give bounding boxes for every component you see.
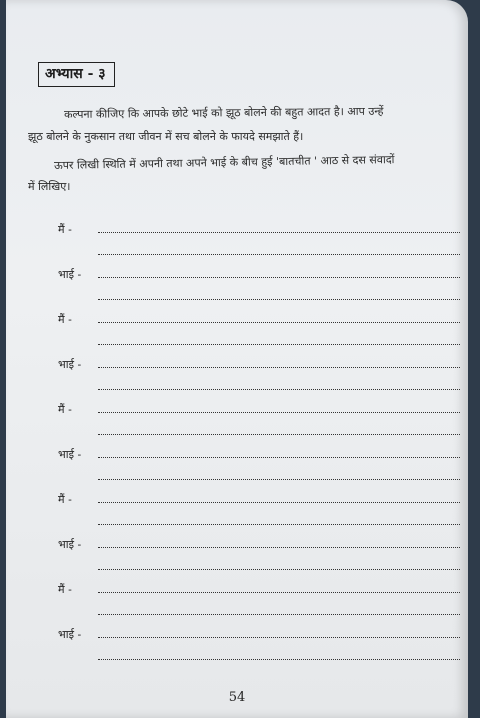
speaker-label: मैं -	[58, 583, 72, 596]
answer-line[interactable]	[98, 479, 460, 480]
speaker-label: भाई -	[58, 268, 82, 281]
answer-line[interactable]	[98, 637, 460, 638]
exercise-title: अभ्यास - ३	[38, 62, 115, 87]
speaker-label: मैं -	[58, 313, 72, 326]
answer-line[interactable]	[98, 614, 460, 615]
speaker-label: भाई -	[58, 628, 82, 641]
dialogue-row	[6, 447, 468, 483]
dialogue-row	[6, 402, 468, 438]
dialogue-row	[6, 582, 468, 618]
answer-line[interactable]	[98, 232, 460, 233]
speaker-label: मैं -	[58, 403, 72, 416]
speaker-label: भाई -	[58, 448, 82, 461]
answer-line[interactable]	[98, 254, 460, 255]
answer-line[interactable]	[98, 502, 460, 503]
speaker-label: भाई -	[58, 358, 82, 371]
answer-line[interactable]	[98, 524, 460, 525]
dialogue-row	[6, 357, 468, 393]
instruction-line-2: में लिखिए।	[28, 180, 71, 193]
worksheet-page	[6, 0, 468, 718]
scenario-line-2: झूठ बोलने के नुकसान तथा जीवन में सच बोलने के फायदे समझाते हैं।	[28, 130, 304, 143]
speaker-label: भाई -	[58, 538, 82, 551]
answer-line[interactable]	[98, 434, 460, 435]
answer-line[interactable]	[98, 367, 460, 368]
dialogue-row	[6, 627, 468, 663]
answer-line[interactable]	[98, 457, 460, 458]
dialogue-row	[6, 222, 468, 258]
dialogue-row	[6, 312, 468, 348]
instruction-line-1: ऊपर लिखी स्थिति में अपनी तथा अपने भाई के बीच हुई 'बातचीत ' आठ से दस संवादों	[54, 153, 395, 172]
answer-line[interactable]	[98, 344, 460, 345]
answer-line[interactable]	[98, 389, 460, 390]
answer-line[interactable]	[98, 569, 460, 570]
dialogue-row	[6, 537, 468, 573]
answer-line[interactable]	[98, 277, 460, 278]
dialogue-row	[6, 492, 468, 528]
page-number: 54	[228, 690, 246, 705]
answer-line[interactable]	[98, 322, 460, 323]
answer-line[interactable]	[98, 299, 460, 300]
dialogue-row	[6, 267, 468, 303]
answer-line[interactable]	[98, 659, 460, 660]
speaker-label: मैं -	[58, 493, 72, 506]
speaker-label: मैं -	[58, 223, 72, 236]
answer-line[interactable]	[98, 547, 460, 548]
answer-line[interactable]	[98, 592, 460, 593]
scenario-line-1: कल्पना कीजिए कि आपके छोटे भाई को झूठ बोलने की बहुत आदत है। आप उन्हें	[64, 104, 384, 121]
answer-line[interactable]	[98, 412, 460, 413]
